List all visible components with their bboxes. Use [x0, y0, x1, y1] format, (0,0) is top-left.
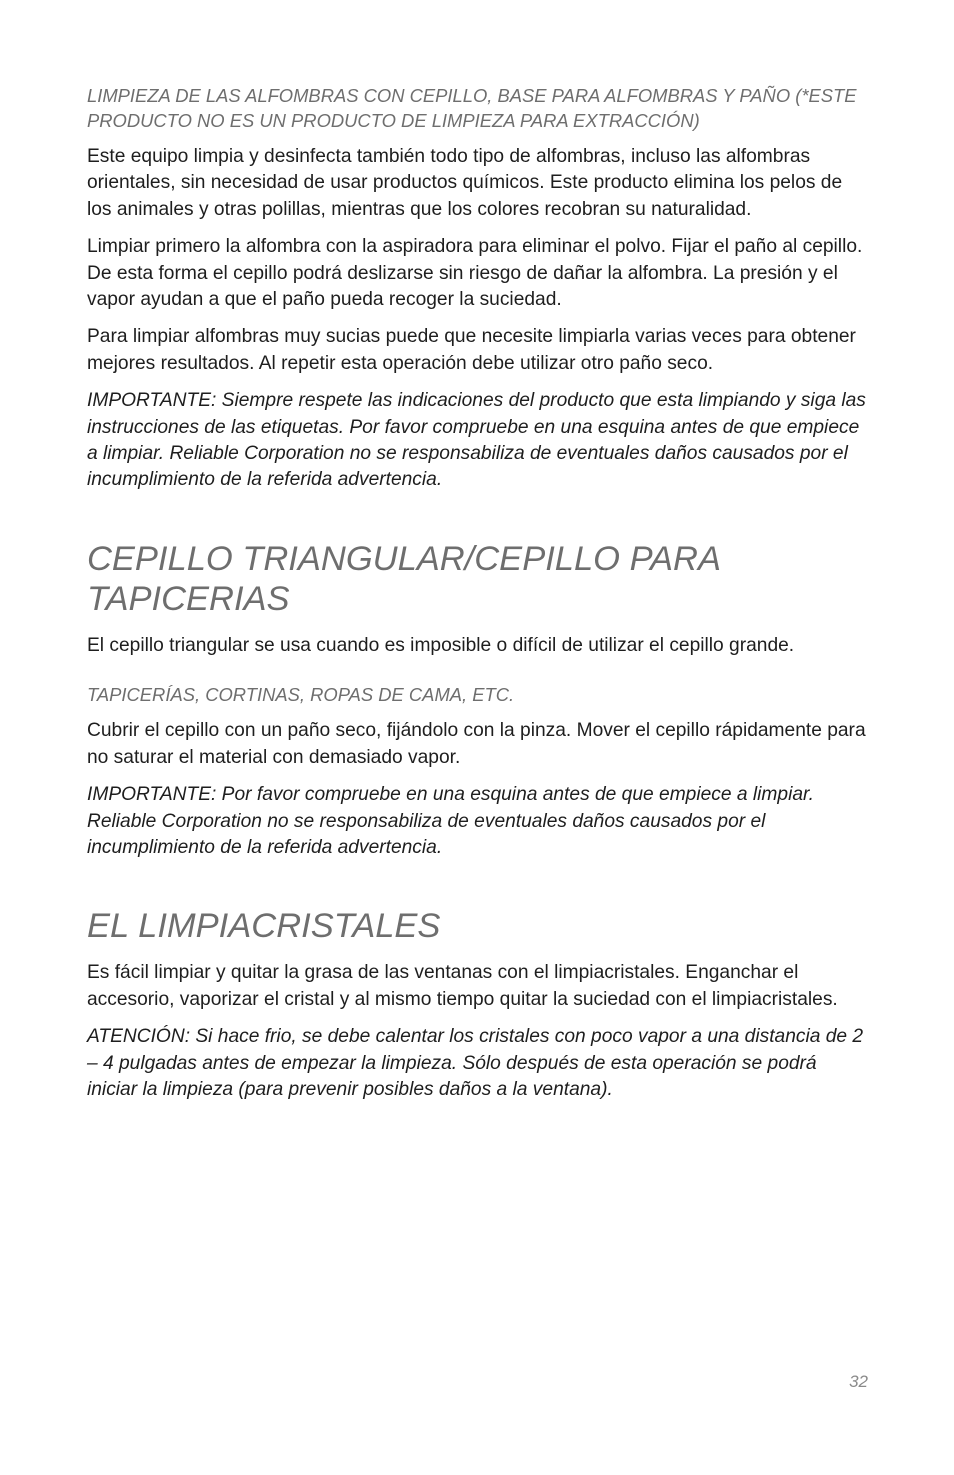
triangular-brush-intro: El cepillo triangular se usa cuando es imposible o difícil de utilizar el cepillo grande.: [87, 634, 795, 656]
upholstery-subhead: TAPICERÍAS, CORTINAS, ROPAS DE CAMA, ETC.: [87, 684, 515, 706]
window-cleaner-attention-note: ATENCIÓN: Si hace frio, se debe calentar los cristales con poco vapor a una distancia de 2 – 4 pulgadas antes de empezar la limpieza. Sólo después de esta operación se podrá iniciar la limpieza (para prevenir posibles daños a la ventana).: [87, 1026, 864, 1100]
window-cleaner-paragraph: Es fácil limpiar y quitar la grasa de las ventanas con el limpiacristales. Enganchar el accesorio, vaporizar el cristal y al mismo tiempo quitar la suciedad con el limpiacristales.: [87, 962, 838, 1010]
carpet-paragraph-3: Para limpiar alfombras muy sucias puede que necesite limpiarla varias veces para obtener mejores resultados. Al repetir esta operación debe utilizar otro paño seco.: [87, 326, 856, 374]
carpet-paragraph-2: Limpiar primero la alfombra con la aspiradora para eliminar el polvo. Fijar el paño al cepillo. De esta forma el cepillo podrá deslizarse sin riesgo de dañar la alfombra. La presión y el vapor ayudan a que el paño pueda recoger la suciedad.: [87, 236, 863, 311]
page-number: 32: [849, 1372, 868, 1391]
carpet-paragraph-1: Este equipo limpia y desinfecta también todo tipo de alfombras, incluso las alfombras orientales, sin necesidad de usar productos químicos. Este producto elimina los pelos de los animales y otras polillas, mientras que los colores recobran su naturalidad.: [87, 146, 843, 220]
carpet-important-note: IMPORTANTE: Siempre respete las indicaciones del producto que esta limpiando y siga las instrucciones de las etiquetas. Por favor compruebe en una esquina antes de que empiece a limpiar. Reliable Corporation no se responsabiliza de eventuales daños causados por el incumplimiento de la referida advertencia.: [87, 390, 866, 491]
upholstery-paragraph: Cubrir el cepillo con un paño seco, fijándolo con la pinza. Mover el cepillo rápidamente para no saturar el material con demasiado vapor.: [87, 720, 866, 768]
triangular-brush-title: CEPILLO TRIANGULAR/CEPILLO PARA TAPICERIAS: [87, 539, 720, 618]
carpet-cleaning-subhead: LIMPIEZA DE LAS ALFOMBRAS CON CEPILLO, BASE PARA ALFOMBRAS Y PAÑO (*ESTE PRODUCTO NO ES UN PRODUCTO DE LIMPIEZA PARA EXTRACCIÓN): [87, 85, 857, 131]
window-cleaner-title: EL LIMPIACRISTALES: [87, 907, 441, 946]
upholstery-important-note: IMPORTANTE: Por favor compruebe en una esquina antes de que empiece a limpiar. Reliable Corporation no se responsabiliza de eventuales daños causados por el incumplimiento de la referida advertencia.: [87, 784, 815, 858]
document-page: [87, 83, 871, 1114]
